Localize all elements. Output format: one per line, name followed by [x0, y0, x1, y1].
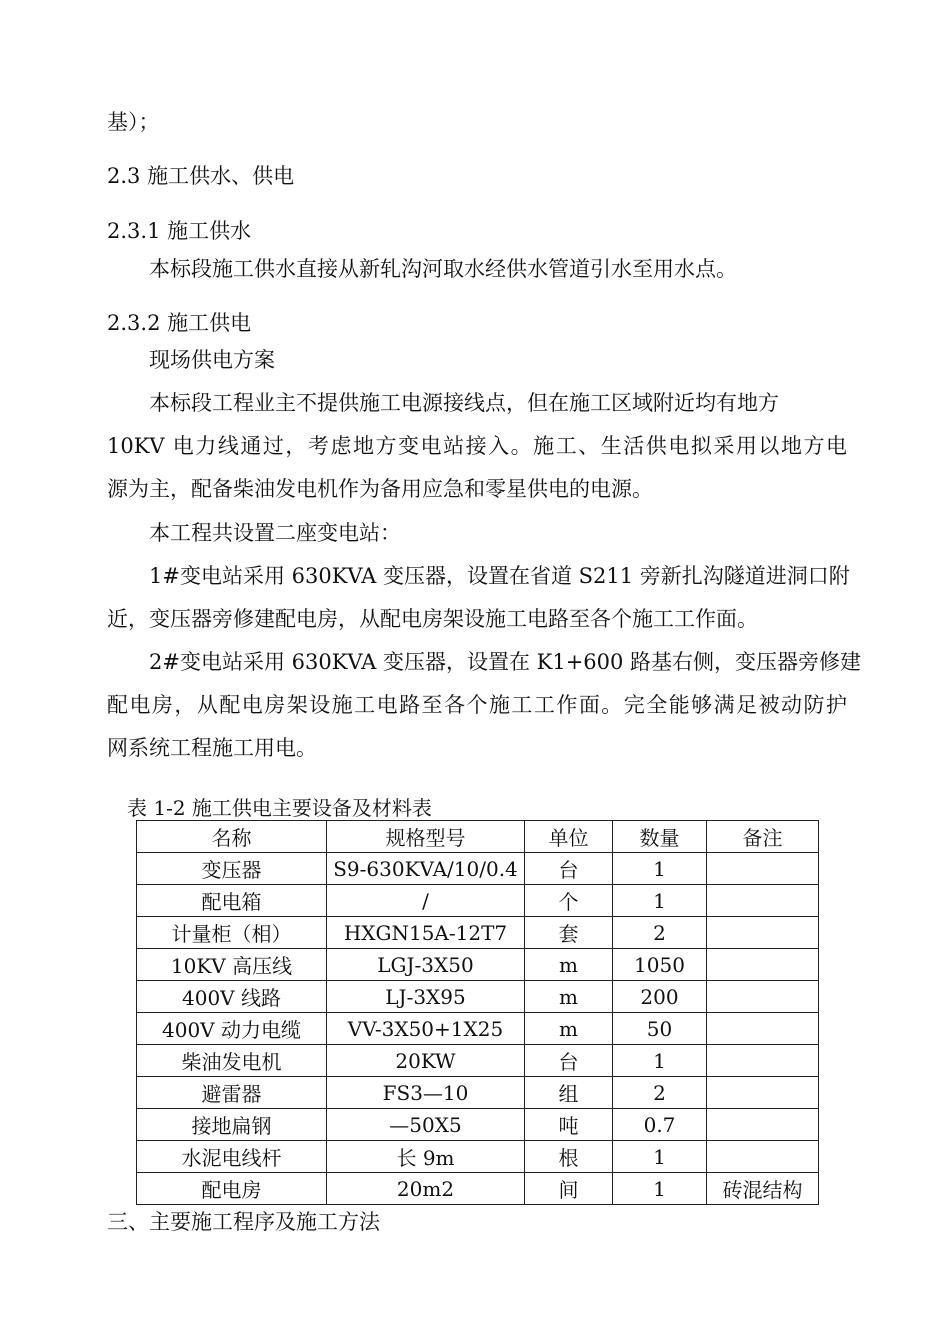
- cell-name: 避雷器: [137, 1077, 327, 1109]
- cell-remark: [707, 1045, 819, 1077]
- cell-spec: LJ-3X95: [327, 981, 525, 1013]
- text-line-1: 基）；: [107, 110, 160, 134]
- cell-spec: S9-630KVA/10/0.4: [327, 853, 525, 885]
- cell-spec: HXGN15A-12T7: [327, 917, 525, 949]
- heading-2-3-2: 2.3.2 施工供电: [107, 311, 252, 335]
- cell-name: 接地扁钢: [137, 1109, 327, 1141]
- cell-remark: [707, 1109, 819, 1141]
- cell-quantity: 1: [613, 1173, 707, 1205]
- paragraph-line-10: 本工程共设置二座变电站：: [149, 521, 401, 545]
- table-row: [137, 1045, 819, 1077]
- cell-remark: [707, 1013, 819, 1045]
- header-unit: 单位: [525, 821, 613, 853]
- heading-2-3: 2.3 施工供水、供电: [107, 164, 295, 188]
- cell-quantity: 50: [613, 1013, 707, 1045]
- paragraph-line-12: 近，变压器旁修建配电房，从配电房架设施工电路至各个施工工作面。: [107, 607, 758, 631]
- cell-spec: 长 9m: [327, 1141, 525, 1173]
- cell-spec: 20KW: [327, 1045, 525, 1077]
- paragraph-line-14: 配电房，从配电房架设施工电路至各个施工工作面。完全能够满足被动防护: [107, 693, 847, 717]
- header-spec: 规格型号: [327, 821, 525, 853]
- cell-unit: 台: [525, 853, 613, 885]
- cell-quantity: 1: [613, 1141, 707, 1173]
- cell-remark: [707, 917, 819, 949]
- cell-name: 配电房: [137, 1173, 327, 1205]
- table-row: [137, 853, 819, 885]
- cell-remark: [707, 1141, 819, 1173]
- cell-remark: 砖混结构: [707, 1173, 819, 1205]
- cell-unit: m: [525, 949, 613, 981]
- cell-remark: [707, 853, 819, 885]
- cell-name: 柴油发电机: [137, 1045, 327, 1077]
- table-row: [137, 1141, 819, 1173]
- cell-unit: 间: [525, 1173, 613, 1205]
- header-quantity: 数量: [613, 821, 707, 853]
- cell-quantity: 1: [613, 1045, 707, 1077]
- header-name: 名称: [137, 821, 327, 853]
- cell-unit: 组: [525, 1077, 613, 1109]
- paragraph-line-8: 10KV 电力线通过，考虑地方变电站接入。施工、生活供电拟采用以地方电: [107, 434, 847, 458]
- heading-2-3-1: 2.3.1 施工供水: [107, 219, 252, 243]
- cell-quantity: 200: [613, 981, 707, 1013]
- header-remark: 备注: [707, 821, 819, 853]
- cell-quantity: 1050: [613, 949, 707, 981]
- table-row: [137, 1013, 819, 1045]
- paragraph-line-15: 网系统工程施工用电。: [107, 736, 317, 760]
- cell-remark: [707, 949, 819, 981]
- cell-quantity: 0.7: [613, 1109, 707, 1141]
- cell-unit: m: [525, 1013, 613, 1045]
- cell-unit: 吨: [525, 1109, 613, 1141]
- table-caption: 表 1-2 施工供电主要设备及材料表: [127, 796, 432, 820]
- subheading-power-plan: 现场供电方案: [149, 348, 275, 372]
- table-row: [137, 917, 819, 949]
- cell-quantity: 2: [613, 917, 707, 949]
- table-row: [137, 981, 819, 1013]
- cell-spec: —50X5: [327, 1109, 525, 1141]
- paragraph-line-13: 2#变电站采用 630KVA 变压器，设置在 K1+600 路基右侧，变压器旁修建: [149, 650, 862, 674]
- table-row: [137, 885, 819, 917]
- cell-unit: 台: [525, 1045, 613, 1077]
- cell-spec: FS3—10: [327, 1077, 525, 1109]
- cell-remark: [707, 981, 819, 1013]
- paragraph-line-7: 本标段工程业主不提供施工电源接线点，但在施工区域附近均有地方: [149, 391, 779, 415]
- table-row: [137, 1173, 819, 1205]
- cell-unit: m: [525, 981, 613, 1013]
- cell-remark: [707, 885, 819, 917]
- cell-name: 400V 动力电缆: [137, 1013, 327, 1045]
- table-row: [137, 949, 819, 981]
- cell-spec: 20m2: [327, 1173, 525, 1205]
- cell-quantity: 1: [613, 853, 707, 885]
- cell-name: 变压器: [137, 853, 327, 885]
- cell-remark: [707, 1077, 819, 1109]
- cell-spec: VV-3X50+1X25: [327, 1013, 525, 1045]
- equipment-table: [136, 820, 819, 1205]
- cell-name: 计量柜（相）: [137, 917, 327, 949]
- paragraph-line-9: 源为主，配备柴油发电机作为备用应急和零星供电的电源。: [107, 477, 653, 501]
- cell-unit: 根: [525, 1141, 613, 1173]
- cell-spec: /: [327, 885, 525, 917]
- cell-name: 配电箱: [137, 885, 327, 917]
- table-row: [137, 1077, 819, 1109]
- table-row: [137, 1109, 819, 1141]
- cell-name: 水泥电线杆: [137, 1141, 327, 1173]
- section-heading-3: 三、主要施工程序及施工方法: [107, 1210, 380, 1234]
- cell-name: 10KV 高压线: [137, 949, 327, 981]
- cell-unit: 套: [525, 917, 613, 949]
- paragraph-water-supply: 本标段施工供水直接从新轧沟河取水经供水管道引水至用水点。: [149, 257, 737, 281]
- table-header-row: [137, 821, 819, 853]
- cell-spec: LGJ-3X50: [327, 949, 525, 981]
- cell-quantity: 2: [613, 1077, 707, 1109]
- paragraph-line-11: 1#变电站采用 630KVA 变压器，设置在省道 S211 旁新扎沟隧道进洞口附: [149, 564, 850, 588]
- cell-unit: 个: [525, 885, 613, 917]
- cell-quantity: 1: [613, 885, 707, 917]
- cell-name: 400V 线路: [137, 981, 327, 1013]
